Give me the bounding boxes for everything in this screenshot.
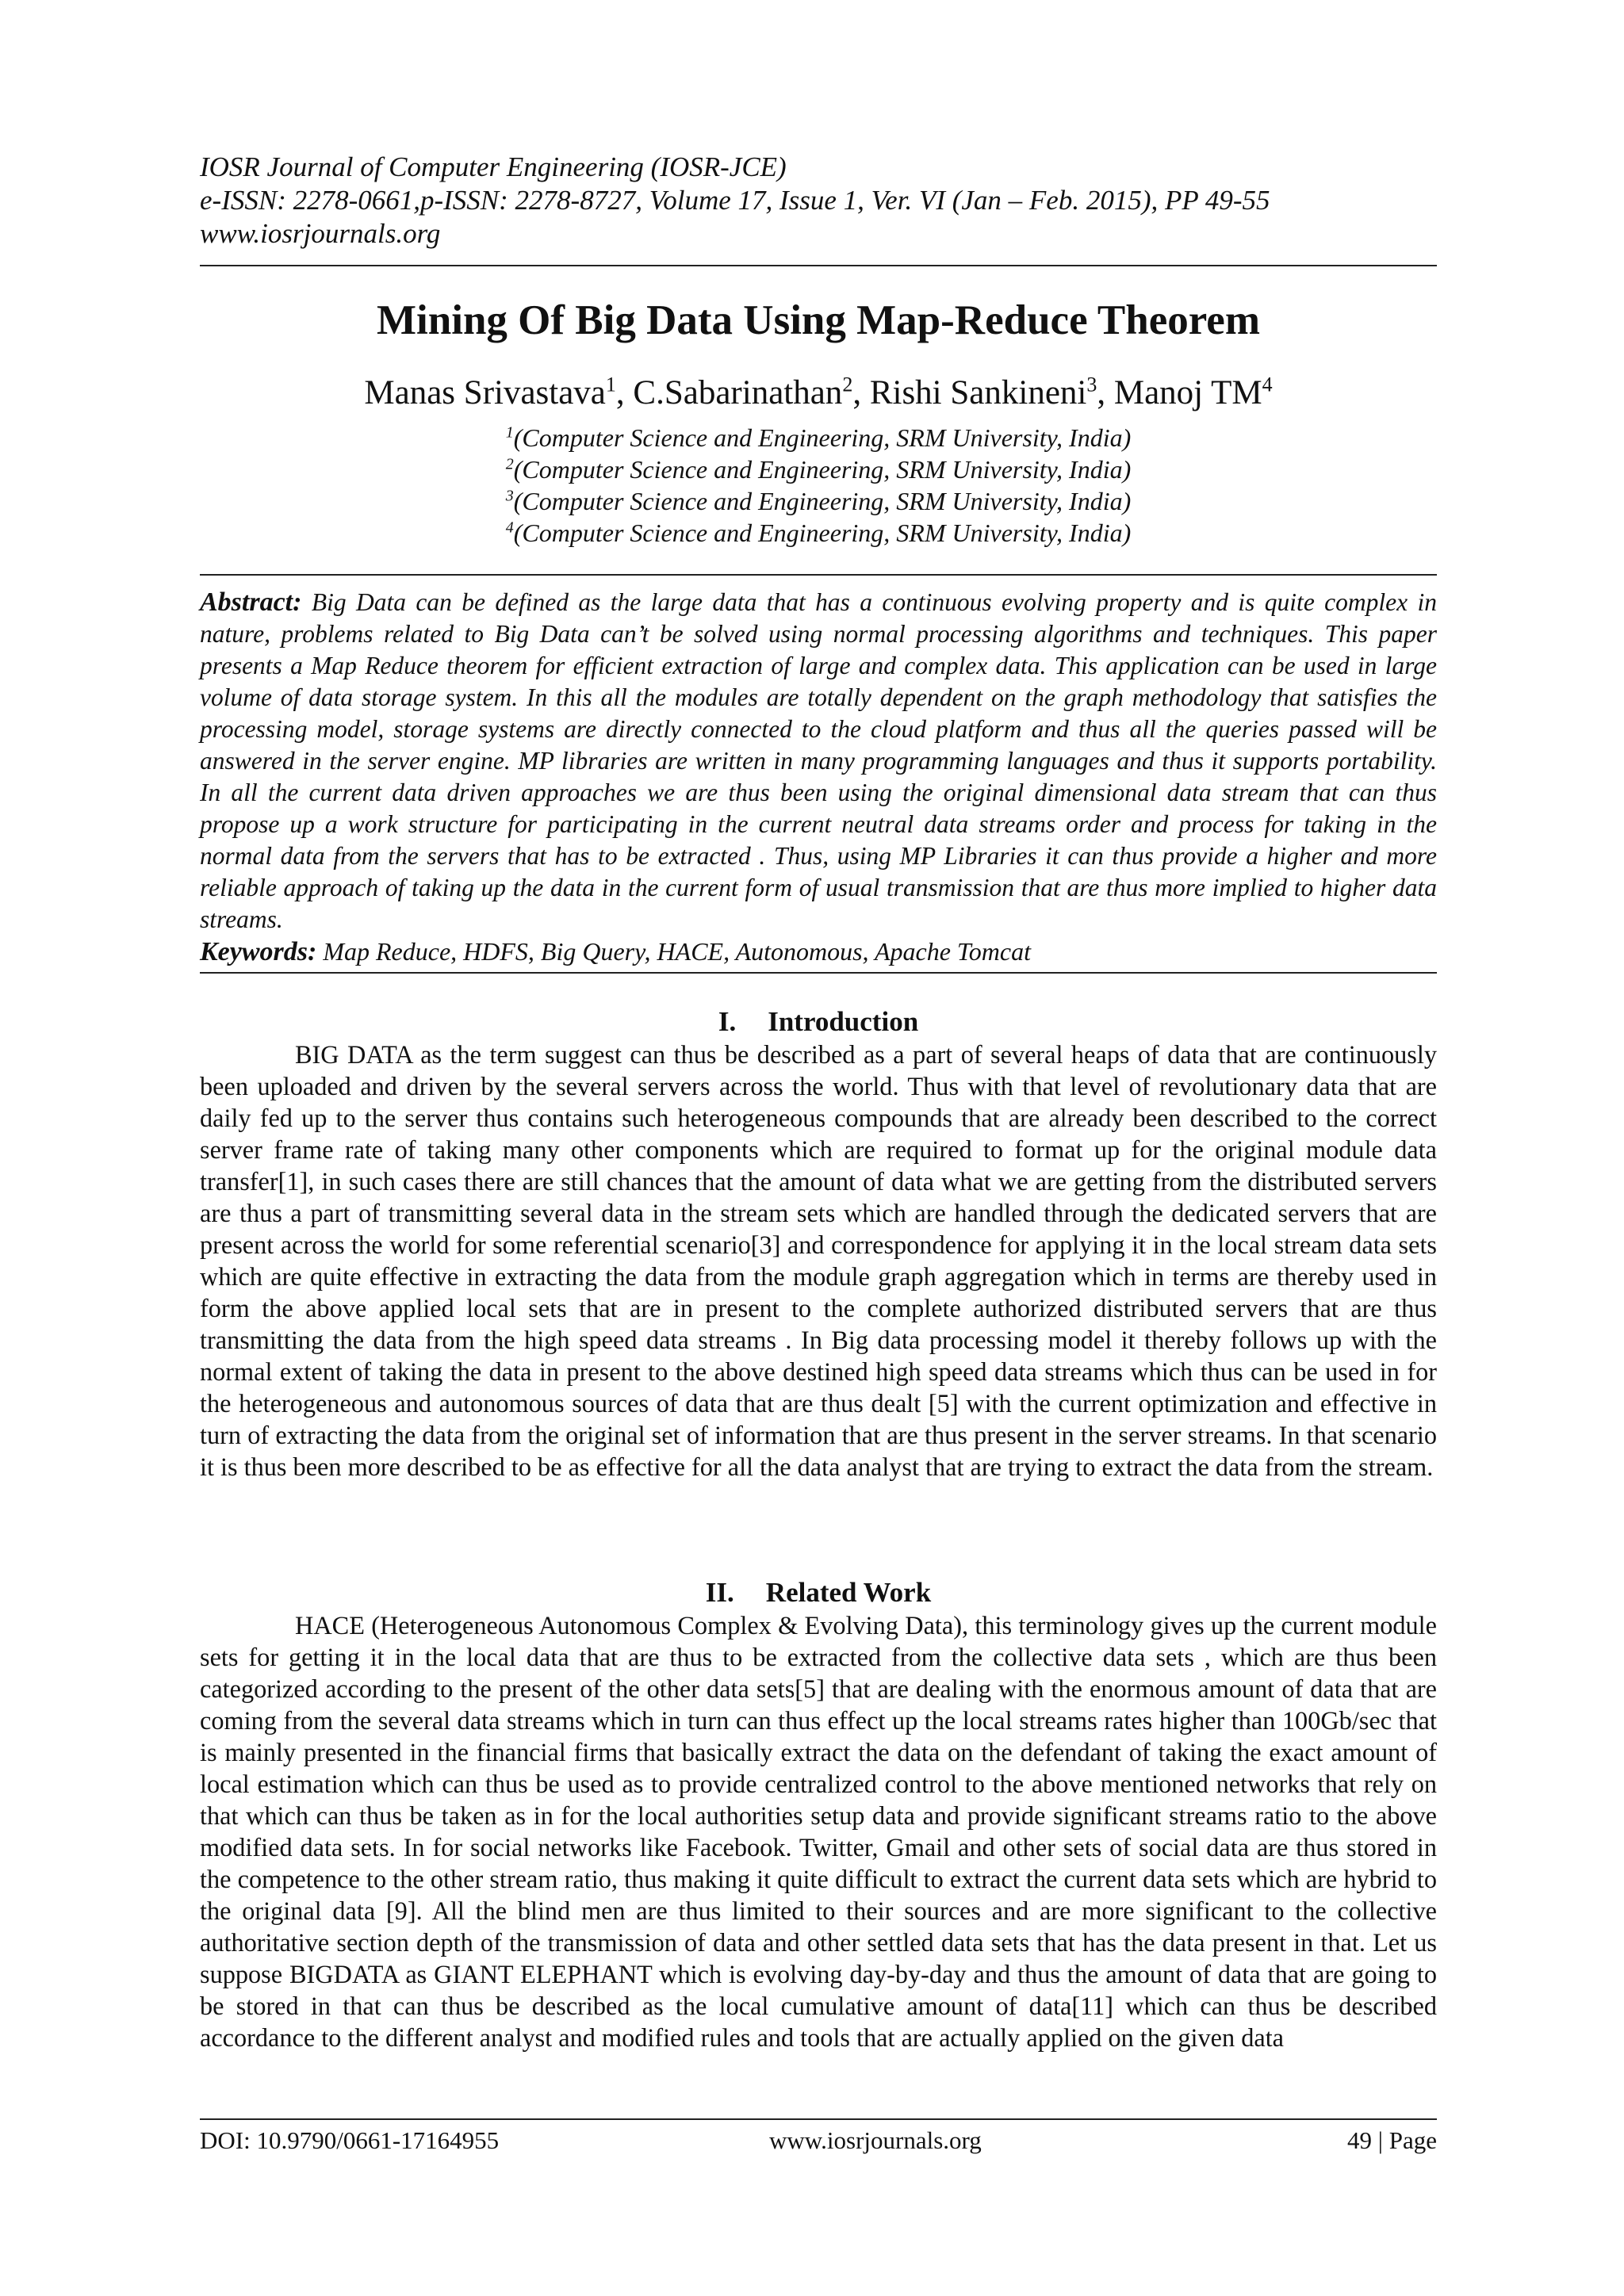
- affiliation-sup: 3: [505, 487, 514, 505]
- paper-title: Mining Of Big Data Using Map-Reduce Theorem: [377, 297, 1260, 343]
- abstract-text: Big Data can be defined as the large data that has a continuous evolving property and is quite complex in nature, problems related to Big Data can’t be solved using normal processing algorithms and techniques. This paper presents a Map Reduce theorem for efficient extraction of large and complex data. This application can be used in large volume of data storage system. In this all the modules are totally dependent on the graph methodology that satisfies the processing model, storage systems are directly connected to the cloud platform and thus all the queries passed will be answered in the server engine. MP libraries are written in many programming languages and thus it supports portability. In all the current data driven approaches we are thus been using the original dimensional data stream that can thus propose up a work structure for participating in the current neutral data streams order and process for taking in the normal data from the servers that has to be extracted . Thus, using MP Libraries it can thus provide a higher and more reliable approach of taking up the data in the current form of usual transmission that are thus more implied to higher data streams.: [200, 588, 1437, 933]
- author-sup: 2: [842, 373, 853, 396]
- section-title: Introduction: [768, 1006, 919, 1037]
- keywords: [200, 936, 1437, 968]
- affiliation: [200, 453, 1437, 485]
- affiliation: [200, 422, 1437, 453]
- abstract-label: Abstract:: [200, 587, 302, 617]
- affiliation-sup: 2: [505, 455, 514, 473]
- keywords-label: Keywords:: [200, 937, 317, 966]
- footer-website: www.iosrjournals.org: [769, 2126, 982, 2154]
- author-sup: 4: [1262, 373, 1273, 396]
- keywords-text: Map Reduce, HDFS, Big Query, HACE, Autonomous, Apache Tomcat: [323, 937, 1031, 966]
- section-heading-related-work: [200, 1576, 1437, 1609]
- abstract: [200, 587, 1437, 936]
- section-heading-introduction: [200, 1005, 1437, 1039]
- author-sep: ,: [615, 374, 634, 411]
- journal-website: www.iosrjournals.org: [200, 218, 441, 249]
- footer-divider: [200, 2118, 1437, 2120]
- page-footer: [200, 2125, 1437, 2156]
- footer-doi: DOI: 10.9790/0661-17164955: [200, 2126, 500, 2154]
- introduction-paragraph: BIG DATA as the term suggest can thus be described as a part of several heaps of data that are continuously been uploaded and driven by the several servers across the world. Thus with that level of revolutionary data that are daily fed up to the server thus contains such heterogeneous compounds that are already been described to the correct server frame rate of taking many other components which are required to format up for the original module data transfer[1], in such cases there are still chances that the amount of data what we are getting from the distributed servers are thus a part of transmitting several data in the stream sets which are handled through the dedicated servers that are present across the world for some referential scenario[3] and correspondence for applying it in the local stream data sets which are quite effective in extracting the data from the module graph aggregation which in terms are thereby used in form the above applied local sets that are in present to the complete authorized distributed servers that are thus transmitting the data from the high speed data streams . In Big data processing model it thereby follows up with the normal extent of taking the data in present to the above destined high speed data streams which thus can be used in for the heterogeneous and autonomous sources of data that are thus dealt [5] with the current optimization and effective in turn of extracting the data from the original set of information that are thus present in the server streams. In that scenario it is thus been more described to be as effective for all the data analyst that are trying to extract the data from the stream.: [200, 1040, 1437, 1481]
- affiliation-text: (Computer Science and Engineering, SRM University, India): [513, 519, 1132, 547]
- journal-issn: e-ISSN: 2278-0661,p-ISSN: 2278-8727, Volume 17, Issue 1, Ver. VI (Jan – Feb. 2015), PP 49-55: [200, 185, 1270, 216]
- author-sep: ,: [1097, 374, 1114, 411]
- author-sup: 3: [1086, 373, 1097, 396]
- footer-page-number: 49 | Page: [1347, 2126, 1437, 2154]
- author-name: C.Sabarinathan: [633, 374, 843, 411]
- affiliation-sup: 1: [505, 423, 514, 442]
- journal-header: [200, 151, 1437, 251]
- related-work-paragraph: HACE (Heterogeneous Autonomous Complex & Evolving Data), this terminology gives up the current module sets for getting it in the local data that are thus to be extracted from the collective data sets , which are thus been categorized according to the present of the other data sets[5] that are dealing with the enormous amount of data that are coming from the several data streams which in turn can thus effect up the local streams rates higher than 100Gb/sec that is mainly presented in the financial firms that basically extract the data on the defendant of taking the exact amount of local estimation which can thus be used as to provide centralized control to the above mentioned networks that rely on that which can thus be taken as in for the local authorities setup data and provide significant streams ratio to the above modified data sets. In for social networks like Facebook. Twitter, Gmail and other sets of social data are thus stored in the competence to the other stream ratio, thus making it quite difficult to extract the current data sets which are hybrid to the original data [9]. All the blind men are thus limited to their sources and are more significant to the collective authoritative section depth of the transmission of data and other settled data sets that has the data present in that. Let us suppose BIGDATA as GIANT ELEPHANT which is evolving day-by-day and thus the amount of data that are going to be stored in that can thus be described as the local cumulative amount of data[11] which can thus be described accordance to the different analyst and modified rules and tools that are actually applied on the given data: [200, 1611, 1437, 2052]
- abstract-top-divider: [200, 574, 1437, 576]
- affiliation-text: (Computer Science and Engineering, SRM University, India): [513, 487, 1132, 515]
- affiliation-list: [200, 422, 1437, 549]
- affiliation-text: (Computer Science and Engineering, SRM University, India): [513, 455, 1132, 484]
- author-list: [200, 373, 1437, 414]
- affiliation-sup: 4: [505, 519, 514, 537]
- section-title: Related Work: [765, 1577, 932, 1608]
- affiliation: [200, 517, 1437, 549]
- author-name: Manas Srivastava: [364, 374, 606, 411]
- header-divider: [200, 265, 1437, 266]
- author-name: Manoj TM: [1113, 374, 1262, 411]
- affiliation-text: (Computer Science and Engineering, SRM University, India): [513, 423, 1132, 452]
- author-name: Rishi Sankineni: [869, 374, 1087, 411]
- section-number: II.: [705, 1577, 734, 1608]
- section-number: I.: [718, 1006, 737, 1037]
- journal-name: IOSR Journal of Computer Engineering (IOSR-JCE): [200, 151, 787, 182]
- abstract-bottom-divider: [200, 972, 1437, 974]
- affiliation: [200, 485, 1437, 517]
- author-sep: ,: [852, 374, 870, 411]
- author-sup: 1: [605, 373, 616, 396]
